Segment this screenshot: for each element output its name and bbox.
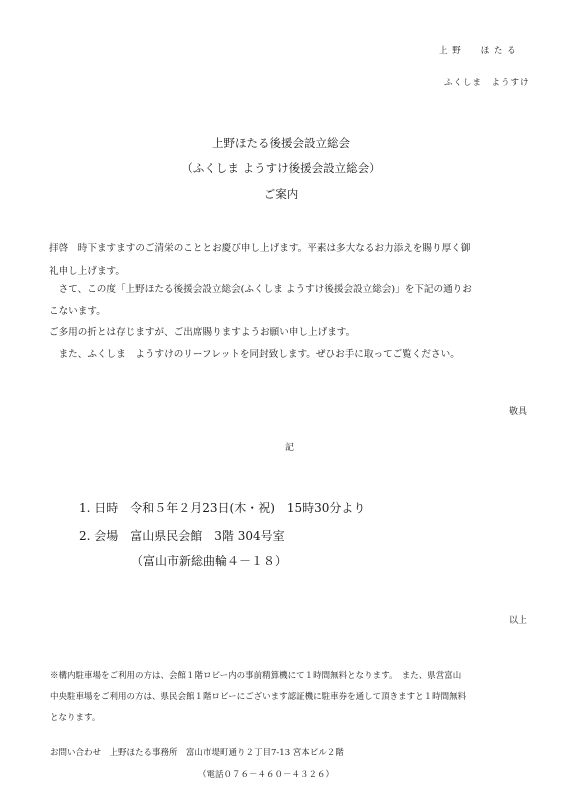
closing-keigu: 敬具 — [509, 407, 528, 417]
ki-heading: 記 — [285, 443, 295, 453]
body-paragraph-3: ご多用の折とは存じますが、ご出席賜りますようお願い申し上げます。 — [49, 327, 356, 338]
item-venue: 2. 会場 富山県民会館 3階 304号室 — [79, 529, 285, 543]
title-line-1: 上野ほたる後援会設立総会 — [212, 136, 350, 150]
closing-ijo: 以上 — [509, 616, 528, 626]
title-line-3: ご案内 — [263, 187, 299, 201]
sender-name-1: 上 野 ほ た る — [439, 46, 517, 56]
body-paragraph-4: また、ふくしま ようすけのリーフレットを同封致します。ぜひお手に取ってご覧ください。 — [49, 349, 460, 360]
parking-note-2: 中央駐車場をご利用の方は、県民会館１階ロビーにございます認証機に駐車券を通して頂きますと１時間無料 — [50, 692, 467, 702]
body-paragraph-1a: 拝啓 時下ますますのご清栄のこととお慶び申し上げます。平素は多大なるお力添えを賜り厚く御 — [49, 243, 471, 254]
body-paragraph-1b: 礼申し上げます。 — [49, 266, 125, 277]
body-paragraph-2b: こないます。 — [49, 306, 106, 317]
sender-name-2: ふくしま ようすけ — [444, 78, 530, 88]
contact-phone: （電話０７６－４６０－４３２６） — [198, 770, 335, 780]
item-venue-address: （富山市新総曲輪４－１８） — [131, 554, 288, 568]
parking-note-1: ※構内駐車場をご利用の方は、会館１階ロビー内の事前精算機にて１時間無料となります。 また、県営富山 — [50, 671, 462, 681]
parking-note-3: となります。 — [50, 713, 101, 723]
body-paragraph-2a: さて、この度「上野ほたる後援会設立総会(ふくしま ようすけ後援会設立総会)」を下記の通りお — [49, 284, 472, 295]
title-line-2: （ふくしま ようすけ後援会設立総会） — [181, 161, 381, 175]
item-datetime: 1. 日時 令和５年２月23日(木・祝) 15時30分より — [79, 501, 366, 515]
contact-line: お問い合わせ 上野ほたる事務所 富山市堤町通り２丁目7-13 宮本ビル２階 — [50, 748, 344, 758]
